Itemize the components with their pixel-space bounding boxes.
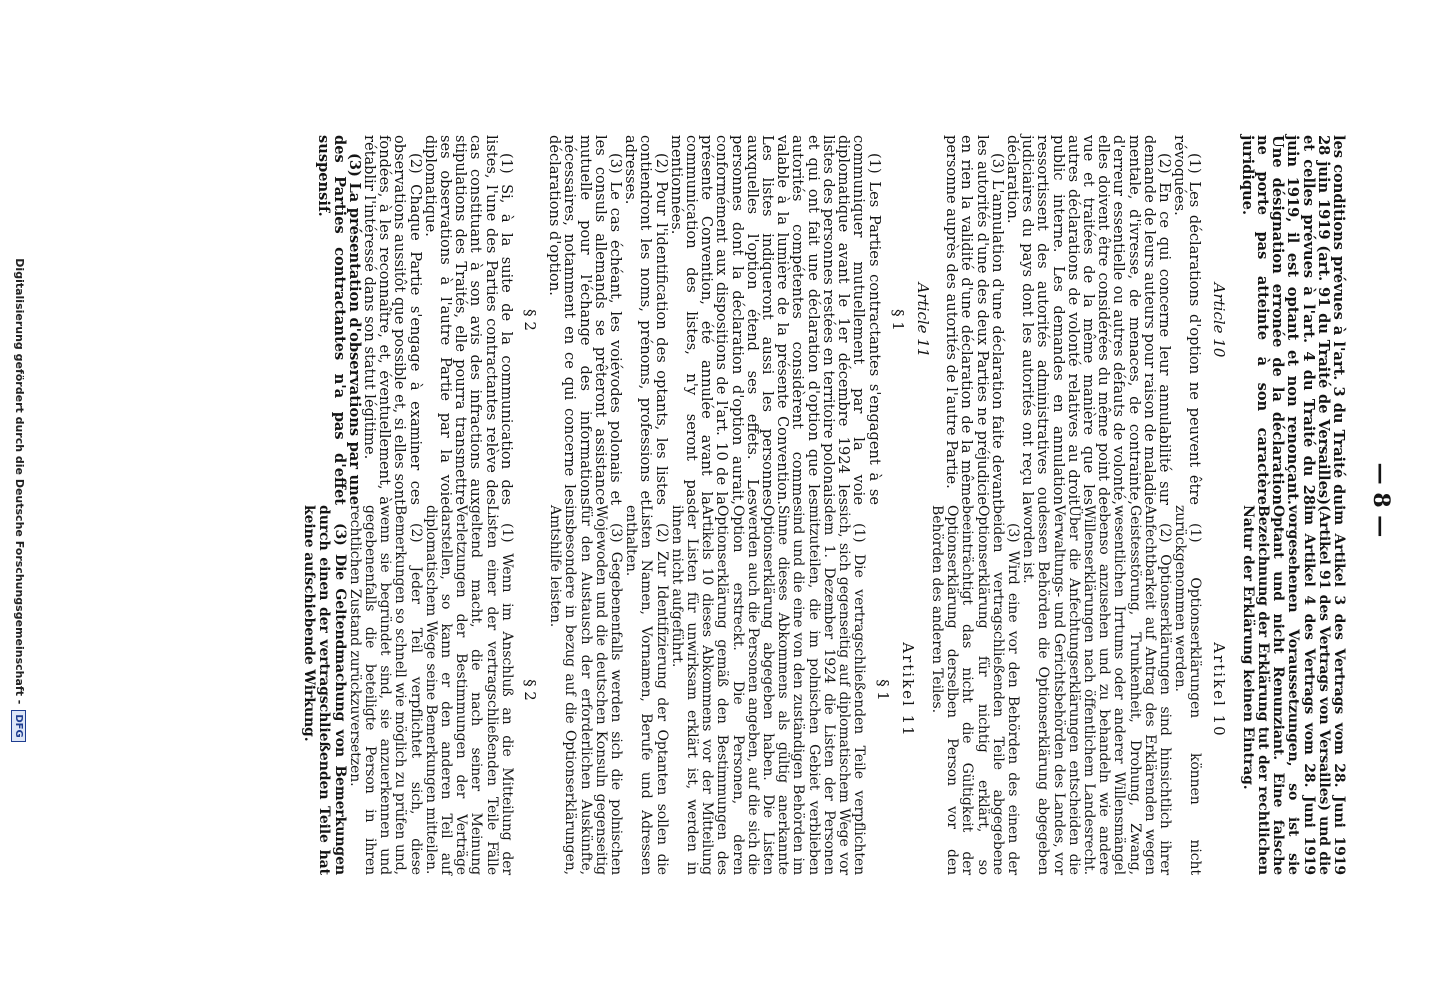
dfg-logo: DFG bbox=[11, 710, 26, 741]
page-number: — 8 — bbox=[1368, 462, 1394, 538]
fr-art11-s1-paragraph-2: (2) Pour l'identification des optants, les listes contiendront les noms, prénoms, professions et adresses. bbox=[622, 135, 670, 505]
de-art10-paragraph-3: (3) Wird eine vor den Behörden des einen der beiden vertragschließenden Teile abgegebene Optionserklärung für nichtig erklärt, so beeinträchtigt das nicht die Gültigkeit der Optionserklärung derselben Person vor den Behörden des anderen Teiles. bbox=[928, 505, 1021, 875]
footer-text: Digitalisierung gefördert durch die Deutsche Forschungsgemeinschaft - bbox=[13, 258, 26, 705]
fr-art11-section-1: § 1 bbox=[888, 309, 907, 331]
de-article-11-heading: Artikel 11 bbox=[898, 642, 917, 738]
french-column bbox=[316, 135, 1346, 505]
fr-intro: les conditions prévues à l'art. 3 du Traité du 28 juin 1919 (art. 91 du Traité de Versailles) et celles prévues à l'art. 4 du Traité du 28 juin 1919, il est optant et non renonçant. Une désignation erronée de la déclaration ne porte pas atteinte à son caractère juridique. bbox=[1238, 135, 1347, 505]
german-column bbox=[301, 505, 1346, 875]
de-art11-s1-paragraph-3: (3) Gegebenenfalls werden sich die polnischen Wojewoden und die deutschen Konsuln gegenseitig für den Austausch der erforderlichen Auskünfte, insbesondere in bezug auf die Optionserklärungen, Amtshilfe leisten. bbox=[547, 505, 625, 875]
de-art11-section-2: § 2 bbox=[521, 679, 540, 701]
de-art10-paragraph-2: (2) Optionserklärungen sind hinsichtlich ihrer Anfechtbarkeit auf Antrag des Erklärenden wegen Geistesstörung, Trunkenheit, Drohung, Zwang, wesentlichen Irrtums oder anderer Willensmängel ebenso anzusehen und zu behandeln wie andere Willenserklärungen nach öffentlichem Landesrecht. Über die Anfechtungserklärungen entscheiden die Verwaltungs- und Gerichtsbehörden des Landes, vor dessen Behörden die Optionserklärung abgegeben worden ist. bbox=[1020, 505, 1173, 875]
de-art11-section-1: § 1 bbox=[873, 679, 892, 701]
fr-art11-s2-paragraph-3: (3) La présentation d'observations par une des Parties contractantes n'a pas d'effet suspensif. bbox=[315, 135, 363, 505]
de-art11-s1-paragraph-1: (1) Die vertragschließenden Teile verpflichten sich, sich gegenseitig auf diplomatischem Wege vor dem 1. Dezember 1924 die Listen der Personen mitzuteilen, die im polnischen Gebiet verblieben sind und die eine von den zuständigen Behörden im Sinne dieses Abkommens als gültig anerkannte Optionserklärung abgegeben haben. Die Listen werden auch die Personen angeben, auf die sich die Option erstreckt. Die Personen, deren Optionserklärung gemäß den Bestimmungen des Artikels 10 dieses Abkommens vor der Mitteilung der Listen für unwirksam erklärt ist, werden in ihnen nicht aufgeführt. bbox=[668, 505, 868, 875]
fr-art10-paragraph-3: (3) L'annulation d'une déclaration faite devant les autorités d'une des deux Parties ne préjudicie en rien la validité d'une déclaration de la même personne auprès des autorités de l'autre Partie. bbox=[943, 135, 1006, 505]
de-article-10-heading: Artikel 10 bbox=[1209, 642, 1228, 738]
fr-art11-section-2: § 2 bbox=[521, 309, 540, 331]
fr-art11-s1-paragraph-3: (3) Le cas échéant, les voiévodes polonais et les consuls allemands se prêteront assistance mutuelle pour l'échange des informations nécessaires, notamment en ce qui concerne les déclarations d'option. bbox=[546, 135, 625, 505]
fr-art11-s2-paragraph-1: (1) Si, à la suite de la communication des listes, l'une des Parties contractantes relève des cas constituant à son avis des infractions aux stipulations des Traités, elle pourra transmettre ses observations à l'autre Partie par la voie diplomatique. bbox=[421, 135, 515, 505]
de-art11-s2-paragraph-1: (1) Wenn im Anschluß an die Mitteilung der Listen einer der vertragschließenden Teile Fälle geltend macht, die nach seiner Meinung Verletzungen der Bestimmungen der Verträge darstellen, so kann er den anderen Teil auf diplomatischem Wege seine Bemerkungen mitteilen. bbox=[422, 505, 515, 875]
de-intro: im Artikel 3 des Vertrags vom 28. Juni 1919 (Artikel 91 des Vertrags von Versailles) und die im Artikel 4 des Vertrags vom 28. Juni 1919 vorgesehenen Voraussetzungen, so ist sie Optant und nicht Renunziant. Eine falsche Bezeichnung der Erklärung tut der rechtlichen Natur der Erklärung keinen Eintrag. bbox=[1239, 505, 1347, 875]
fr-art10-paragraph-2: (2) En ce qui concerne leur annulabilité sur demande de leurs auteurs pour raison de maladie mentale, d'ivresse, de menaces, de contrainte, d'erreur essentielle ou autres défauts de volonté, elles doivent être considérées du même point de vue et traitées de la même manière que les autres déclarations de volonté relatives au droit public interne. Les demandes en annulation ressortissent des autorités administratives ou judiciaires du pays dont les autorités ont reçu la déclaration. bbox=[1003, 135, 1173, 505]
fr-art10-paragraph-1: (1) Les déclarations d'option ne peuvent être révoquées. bbox=[1171, 135, 1204, 505]
fr-article-10-heading: Article 10 bbox=[1209, 282, 1228, 358]
de-art11-s2-paragraph-2: (2) Jeder Teil verpflichtet sich, diese Bemerkungen so schnell wie möglich zu prüfen und, wenn sie begründet sind, sie anzuerkennen und gegebenenfalls die beteiligte Person in ihren rechtlichen Zustand zurückzuversetzen. bbox=[346, 505, 424, 875]
de-art11-s2-paragraph-3: (3) Die Geltendmachung von Bemerkungen durch einen der vertragschließenden Teile hat keine aufschiebende Wirkung. bbox=[301, 505, 348, 875]
fr-art11-s1-paragraph-1: (1) Les Parties contractantes s'engagent à se communiquer mutuellement par la voie diplomatique avant le 1er décembre 1924 les listes des personnes restées en territoire polonais et qui ont fait une déclaration d'option que les autorités compétentes considèrent comme valable à la lumière de la présente Convention. Les listes indiqueront aussi les personnes auxquelles l'option étend ses effets. Les personnes dont la déclaration d'option aurait, conformément aux dispositions de l'art. 10 de la présente Convention, été annulée avant la communication des listes, n'y seront pas mentionnées. bbox=[667, 135, 883, 505]
fr-art11-s2-paragraph-2: (2) Chaque Partie s'engage à examiner ces observations aussitôt que possible et, si elles sont fondées, à les reconnaître, et, éventuellement, à rétablir l'intéressé dans son statut légitime. bbox=[361, 135, 424, 505]
de-art11-s1-paragraph-2: (2) Zur Identifizierung der Optanten sollen die Listen Namen, Vornamen, Berufe und Adressen enthalten. bbox=[623, 505, 670, 875]
fr-article-11-heading: Article 11 bbox=[913, 282, 932, 358]
de-art10-paragraph-1: (1) Optionserklärungen können nicht zurückgenommen werden. bbox=[1172, 505, 1204, 875]
digitization-footer bbox=[11, 0, 26, 1000]
